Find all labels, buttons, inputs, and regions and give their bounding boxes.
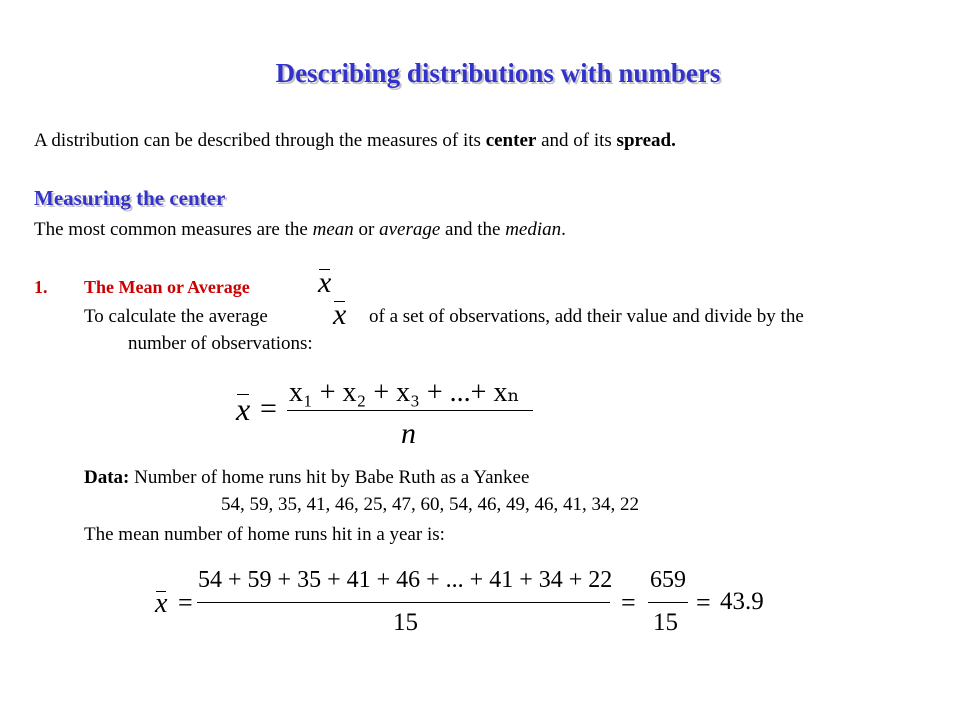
measures-suffix: . — [561, 219, 566, 240]
xbar-symbol-1 — [318, 266, 331, 300]
xbar-glyph: x — [236, 391, 251, 427]
measures-mean-word: mean — [312, 219, 354, 240]
measures-average-word: average — [379, 219, 441, 240]
calc-prefix: To calculate the average — [84, 306, 268, 327]
intro-paragraph — [34, 130, 676, 152]
xbar-glyph: x — [333, 298, 347, 331]
intro-prefix: A distribution can be described through the measures of its — [34, 130, 486, 151]
item-number: 1. — [34, 277, 48, 297]
data-label: Data: — [84, 467, 130, 488]
item-label: The Mean or Average — [84, 277, 250, 297]
computation-denominator: 15 — [393, 609, 418, 636]
intro-spread-word: spread. — [616, 130, 676, 151]
formula-numerator: x₁ + x₂ + x₃ + ...+ xₙ — [289, 377, 520, 408]
computation-fraction2-bar — [648, 602, 688, 603]
measures-median-word: median — [505, 219, 562, 240]
computation-lhs — [155, 588, 167, 620]
formula-equals: = — [260, 392, 277, 425]
computation-equals-2: = — [621, 588, 636, 617]
calc-suffix: of a set of observations, add their value and divide by the — [369, 306, 804, 327]
data-line — [84, 467, 529, 489]
xbar-symbol-2 — [333, 298, 346, 332]
computation-fraction2-numerator: 659 — [650, 567, 686, 593]
page-title: Describing distributions with numbers — [275, 58, 721, 88]
intro-center-word: center — [485, 130, 537, 151]
data-values: 54, 59, 35, 41, 46, 25, 47, 60, 54, 46, 49, 46, 41, 34, 22 — [221, 494, 639, 515]
computation-numerator: 54 + 59 + 35 + 41 + 46 + ... + 41 + 34 + 22 — [198, 567, 613, 593]
computation-equals-1: = — [178, 588, 193, 617]
common-measures-paragraph — [34, 219, 566, 241]
measures-or: or — [353, 219, 380, 240]
formula-denominator: n — [401, 417, 416, 450]
section-heading: Measuring the center — [34, 186, 226, 210]
measures-prefix: The most common measures are the — [34, 219, 313, 240]
data-description: Number of home runs hit by Babe Ruth as a Yankee — [129, 467, 530, 488]
mean-line: The mean number of home runs hit in a year is: — [84, 524, 445, 545]
xbar-glyph: x — [155, 588, 168, 619]
computation-result: 43.9 — [720, 588, 764, 615]
computation-fraction2-denominator: 15 — [653, 609, 678, 636]
formula-lhs — [236, 391, 250, 428]
calc-line-2: number of observations: — [128, 333, 313, 354]
xbar-glyph: x — [318, 266, 332, 299]
formula-fraction-bar — [287, 410, 533, 411]
measures-and: and the — [440, 219, 506, 240]
computation-fraction-bar — [197, 602, 610, 603]
intro-middle: and of its — [536, 130, 617, 151]
computation-equals-3: = — [696, 588, 711, 617]
